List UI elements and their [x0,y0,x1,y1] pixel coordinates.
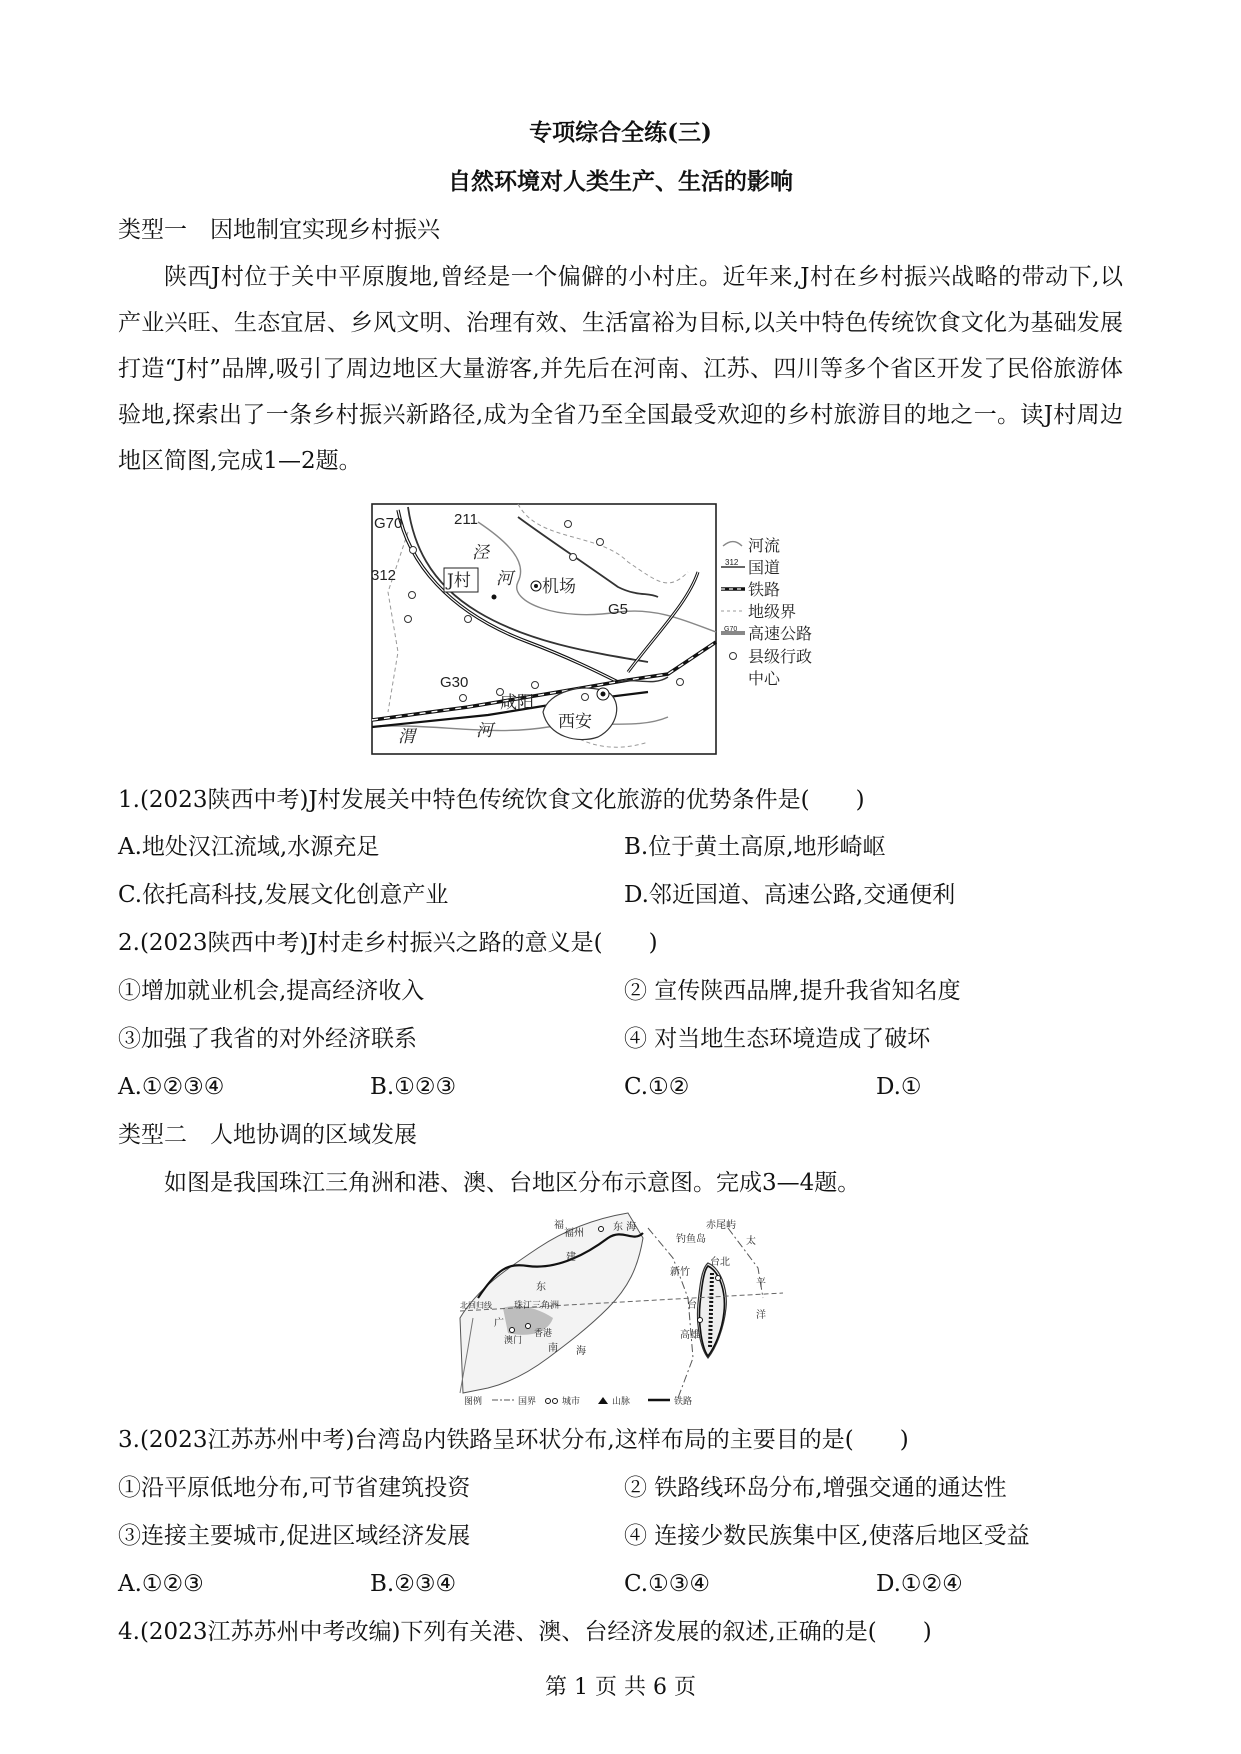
label-chiwei: 赤尾屿 [706,1220,736,1231]
legend-national-road-code: 312 [725,558,739,567]
label-yang: 洋 [756,1310,766,1321]
label-j-village: J村 [447,571,471,591]
legend-border: 国界 [518,1397,537,1407]
q1-option-b[interactable]: B.位于黄土高原,地形崎岖 [624,834,886,860]
q3-statement-1: ①沿平原低地分布,可节省建筑投资 [118,1475,471,1501]
label-jing-river-1: 泾 [472,543,489,563]
label-dong: 东 [536,1282,546,1293]
q3-statement-2: ② 铁路线环岛分布,增强交通的通达性 [624,1475,1007,1501]
q2-statement-2: ② 宣传陕西品牌,提升我省知名度 [624,978,961,1004]
label-xian: 西安 [558,712,592,732]
label-g30: G30 [440,674,469,691]
q2-statement-4: ④ 对当地生态环境造成了破坏 [624,1026,931,1052]
label-pearl-delta: 珠江三角洲 [514,1301,560,1311]
section-heading-2: 类型二 人地协调的区域发展 [118,1122,417,1148]
page-subtitle: 自然环境对人类生产、生活的影响 [448,168,793,195]
label-jian: 建 [566,1252,576,1263]
q2-option-c[interactable]: C.①② [624,1074,690,1100]
map-j-village [368,502,858,758]
legend-prefecture-boundary: 地级界 [748,602,797,621]
label-g5: G5 [608,601,629,618]
label-fuzhou: 福州 [564,1228,584,1239]
q3-option-b[interactable]: B.②③④ [370,1571,457,1597]
label-tropic: 北回归线 [460,1301,492,1310]
q2-option-a[interactable]: A.①②③④ [118,1074,225,1100]
label-macau: 澳门 [504,1336,523,1346]
label-tai-ocean: 太 [746,1236,756,1247]
q2-statement-3: ③加强了我省的对外经济联系 [118,1026,417,1052]
legend-county-center-2: 中心 [748,669,781,688]
map-pearl-river-delta [458,1208,788,1410]
label-taibei: 台北 [710,1257,730,1268]
q3-option-c[interactable]: C.①③④ [624,1571,710,1597]
page-footer: 第 1 页 共 6 页 [545,1675,696,1700]
q3-option-a[interactable]: A.①②③ [118,1571,204,1597]
legend-mountain: 山脉 [612,1397,631,1407]
label-airport: 机场 [542,577,576,597]
label-jing-river-2: 河 [496,569,513,589]
label-g70: G70 [374,515,403,532]
legend-title: 图例 [464,1397,483,1407]
section-heading-1: 类型一 因地制宜实现乡村振兴 [118,217,440,243]
q2-statement-1: ①增加就业机会,提高经济收入 [118,978,425,1004]
legend-river: 河流 [748,536,781,555]
legend-railway: 铁路 [748,580,781,599]
q1-stem: 1.(2023陕西中考)J村发展关中特色传统饮食文化旅游的优势条件是( ) [118,787,865,813]
label-guang: 广 [494,1318,504,1329]
q2-stem: 2.(2023陕西中考)J村走乡村振兴之路的意义是( ) [118,930,658,956]
q3-statement-4: ④ 连接少数民族集中区,使落后地区受益 [624,1523,1030,1549]
label-xianyang: 咸阳 [500,693,534,713]
legend-national-road: 国道 [748,558,781,577]
label-gaoxiong: 高雄 [680,1330,700,1341]
q2-option-b[interactable]: B.①②③ [370,1074,457,1100]
label-nan: 南 [548,1343,558,1354]
label-hongkong: 香港 [534,1329,553,1339]
label-diaoyu: 钓鱼岛 [676,1234,706,1245]
label-wei-river-1: 渭 [398,727,415,747]
intro-paragraph-1: 陕西J村位于关中平原腹地,曾经是一个偏僻的小村庄。近年来,J村在乡村振兴战略的带动下,以产业兴旺、生态宜居、乡风文明、治理有效、生活富裕为目标,以关中特色传统饮食文化为基础发展打造“J村”品牌,吸引了周边地区大量游客,并先后在河南、江苏、四川等多个省区开发了民俗旅游体验地,探索出了一条乡村振兴新路径,成为全省乃至全国最受欢迎的乡村旅游目的地之一。读J村周边地区简图,完成1—2题。 [118,264,1123,474]
legend-railway: 铁路 [674,1397,693,1407]
label-211: 211 [454,511,478,528]
page-title: 专项综合全练(三) [529,119,712,146]
intro-paragraph-2: 如图是我国珠江三角洲和港、澳、台地区分布示意图。完成3—4题。 [164,1170,861,1196]
label-donghai: 东 海 [613,1222,637,1233]
q3-option-d[interactable]: D.①②④ [876,1571,963,1597]
label-hai: 海 [576,1346,586,1357]
legend-county-center-1: 县级行政 [748,647,813,666]
q4-stem: 4.(2023江苏苏州中考改编)下列有关港、澳、台经济发展的叙述,正确的是( ) [118,1619,932,1645]
legend-highway-code: G70 [724,626,738,633]
label-ping: 平 [756,1278,766,1289]
label-taiwan: 台 [687,1300,697,1311]
label-wei-river-2: 河 [476,721,493,741]
legend-city: 城市 [562,1397,581,1407]
q1-option-d[interactable]: D.邻近国道、高速公路,交通便利 [624,882,956,908]
q3-stem: 3.(2023江苏苏州中考)台湾岛内铁路呈环状分布,这样布局的主要目的是( ) [118,1427,909,1453]
q1-option-a[interactable]: A.地处汉江流域,水源充足 [118,834,380,860]
label-312: 312 [371,567,397,584]
q1-option-c[interactable]: C.依托高科技,发展文化创意产业 [118,882,449,908]
label-fu: 福 [554,1220,564,1231]
label-xinzhu: 新竹 [670,1267,690,1278]
q3-statement-3: ③连接主要城市,促进区域经济发展 [118,1523,471,1549]
legend-highway: 高速公路 [748,624,813,643]
q2-option-d[interactable]: D.① [876,1074,922,1100]
